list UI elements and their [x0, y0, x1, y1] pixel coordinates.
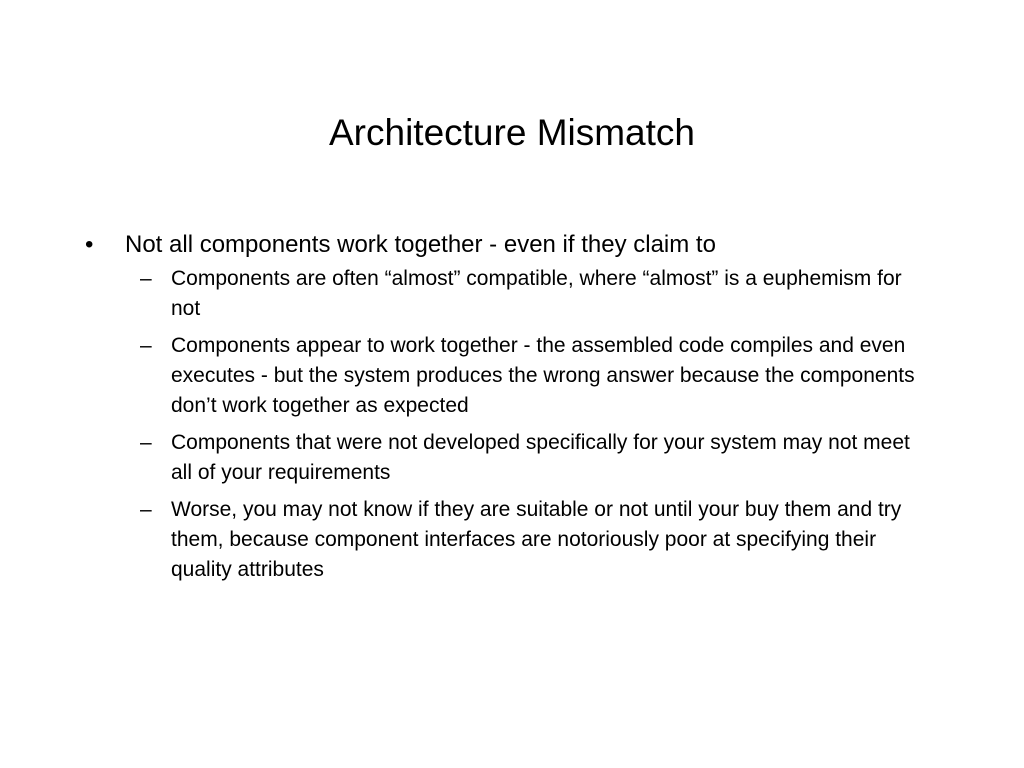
sub-bullet-item	[85, 495, 931, 585]
bullet-text: Not all components work together - even if they claim to	[125, 231, 716, 258]
sub-bullet-text: Worse, you may not know if they are suitable or not until your buy them and try them, because component interfaces are notoriously poor at specifying their quality attributes	[171, 498, 902, 581]
sub-bullet-marker: –	[140, 431, 152, 454]
sub-bullet-marker: –	[140, 498, 152, 521]
sub-bullet-item	[85, 428, 931, 488]
sub-bullet-marker: –	[140, 334, 152, 357]
sub-bullet-text: Components that were not developed specifically for your system may not meet all of your requirements	[171, 431, 910, 484]
bullet-marker: •	[85, 231, 94, 258]
sub-bullet-item	[85, 331, 931, 421]
sub-bullet-list	[85, 264, 935, 585]
slide-content	[85, 230, 935, 592]
sub-bullet-item	[85, 264, 931, 324]
slide-title: Architecture Mismatch	[329, 112, 695, 153]
sub-bullet-text: Components appear to work together - the assembled code compiles and even executes - but the system produces the wrong answer because the components don’t work together as expected	[171, 334, 915, 417]
sub-bullet-text: Components are often “almost” compatible, where “almost” is a euphemism for not	[171, 267, 902, 320]
sub-bullet-marker: –	[140, 267, 152, 290]
bullet-item	[85, 230, 935, 260]
